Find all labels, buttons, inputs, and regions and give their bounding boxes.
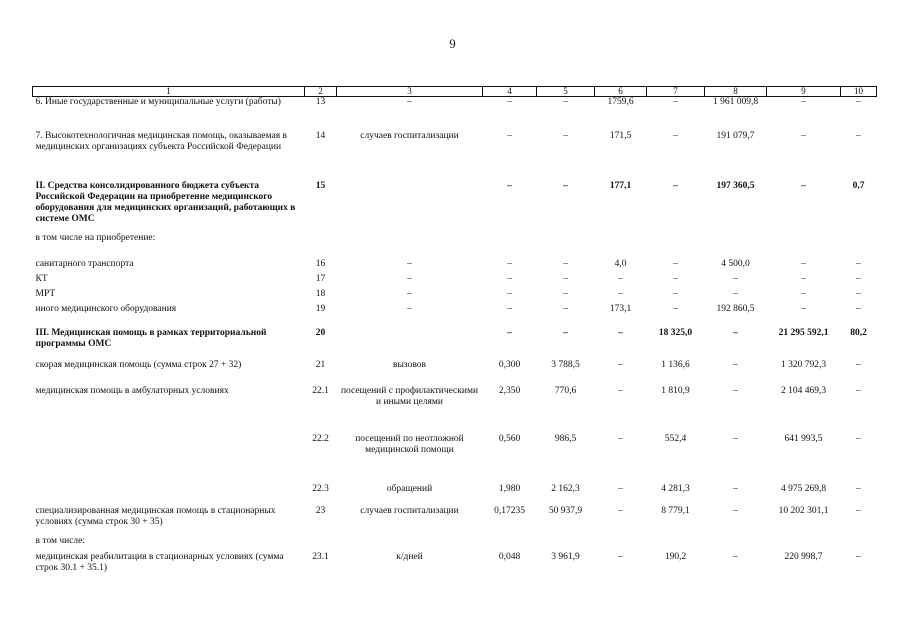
table-cell: – [673,258,678,269]
table-cell: – [618,327,623,338]
table-cell: – [618,551,623,562]
table-row [33,552,877,582]
table-cell: медицинская реабилитация в стационарных условиях (сумма строк 30.1 + 35.1) [35,551,284,573]
table-cell: – [856,483,861,494]
table-cell [841,536,877,552]
table-cell: 641 993,5 [784,433,823,444]
table-cell: – [856,273,861,284]
table-cell: – [563,327,568,338]
table-cell: – [507,130,512,141]
table-cell: 2 162,3 [551,483,580,494]
table-cell [647,536,705,552]
table-cell: – [856,97,861,107]
column-header: 5 [537,87,595,97]
table-cell [647,233,705,259]
table-cell: 23.1 [312,551,329,562]
table-row [33,289,877,304]
table-cell: – [801,288,806,299]
column-header: 6 [595,87,647,97]
table-cell: 173,1 [609,303,632,314]
table-cell: – [673,288,678,299]
table-row [33,131,877,181]
table-cell [337,233,483,259]
table-cell: 0,7 [852,180,865,191]
table-cell [705,536,767,552]
table-cell: 22.1 [312,385,329,396]
table-cell: – [733,288,738,299]
table-cell: санитарного транспорта [35,258,134,269]
table-cell: 18 [315,288,326,299]
table-cell: 7. Высокотехнологичная медицинская помощь, оказываемая в медицинских организациях субъекта Российской Федерации [35,130,287,152]
table-cell: – [856,385,861,396]
table-cell: вызовов [393,359,426,370]
table-cell: – [507,327,512,338]
table-row [33,259,877,274]
table-cell: 8 779,1 [661,505,690,516]
table-cell: – [673,130,678,141]
table-cell: 18 325,0 [658,327,693,338]
table-cell: 1 136,6 [661,359,690,370]
table-cell [33,484,305,506]
table-cell: 3 961,9 [551,551,580,562]
column-header: 4 [483,87,537,97]
table-cell: 1,980 [498,483,521,494]
table-cell: 22.2 [312,433,329,444]
table-cell: 1759,6 [607,97,634,107]
table-cell: 19 [315,303,326,314]
table-cell: – [856,303,861,314]
table-cell: в том числе на приобретение: [35,232,156,243]
table-cell: 16 [315,258,326,269]
table-row [33,484,877,506]
table-cell: – [856,433,861,444]
table-cell: – [801,130,806,141]
table-cell: – [856,359,861,370]
table-cell: в том числе: [35,535,86,546]
table-cell [537,233,595,259]
table-cell: – [801,180,806,191]
table-cell: – [801,97,806,107]
table-body [33,97,877,582]
table-cell: – [563,303,568,314]
table-cell: – [618,505,623,516]
column-header: 9 [767,87,841,97]
table-cell [537,536,595,552]
table-cell: – [733,483,738,494]
table-cell: – [507,97,512,107]
column-header: 8 [705,87,767,97]
table-cell: 770,6 [554,385,577,396]
table-cell [305,536,337,552]
table-cell [483,233,537,259]
table-cell: 0,048 [498,551,521,562]
table-row [33,386,877,434]
table-cell: 197 360,5 [716,180,755,191]
table-cell: – [801,258,806,269]
table-cell: – [856,258,861,269]
column-header: 1 [33,87,305,97]
column-header: 10 [841,87,877,97]
table-cell: 2,350 [498,385,521,396]
table-cell: 10 202 301,1 [778,505,829,516]
table-cell: – [733,327,738,338]
page-number: 9 [449,36,456,51]
table-cell [767,536,841,552]
table-cell: – [856,288,861,299]
table-cell: 17 [315,273,326,284]
table-cell: – [856,505,861,516]
table-cell: – [733,385,738,396]
table-cell: иного медицинского оборудования [35,303,177,314]
table-cell: – [507,180,512,191]
table-cell: 14 [315,130,326,141]
table-cell: – [563,258,568,269]
table-cell [305,233,337,259]
table-cell: – [507,273,512,284]
table-row [33,97,877,131]
table-cell: скорая медицинская помощь (сумма строк 27 + 32) [35,359,242,370]
table-cell: 1 810,9 [661,385,690,396]
table-cell: 177,1 [609,180,632,191]
table-cell [337,536,483,552]
table-cell: 4,0 [614,258,627,269]
table-cell [33,434,305,484]
table-cell: 13 [315,97,326,107]
column-header: 2 [305,87,337,97]
table-cell [705,233,767,259]
table-cell: 0,300 [498,359,521,370]
table-cell: 50 937,9 [548,505,583,516]
table-cell: – [563,130,568,141]
table-row [33,328,877,360]
table-cell: – [618,483,623,494]
table-cell: 6. Иные государственные и муниципальные услуги (работы) [35,97,281,107]
table-cell [337,181,483,233]
table-cell: – [407,258,412,269]
table-cell: 4 500,0 [721,258,750,269]
table-cell: обращений [386,483,433,494]
data-table [32,86,877,582]
table-cell: – [507,303,512,314]
table-cell: – [673,273,678,284]
table-cell: 0,560 [498,433,521,444]
table-row [33,274,877,289]
table-row [33,304,877,328]
table-cell: – [733,359,738,370]
table-cell: 20 [315,327,326,338]
table-cell: – [618,288,623,299]
table-cell: – [673,97,678,107]
table-cell: 80,2 [850,327,867,338]
table-cell: МРТ [35,288,56,299]
table-cell: – [563,180,568,191]
table-row [33,536,877,552]
column-header: 3 [337,87,483,97]
table-cell: – [733,505,738,516]
table-cell [767,233,841,259]
table-cell: – [407,303,412,314]
table-row [33,506,877,536]
table-cell: 2 104 469,3 [780,385,827,396]
table-cell: медицинская помощь в амбулаторных условиях [35,385,229,396]
table-cell: 23 [315,505,326,516]
table-cell: – [563,273,568,284]
table-cell: 192 860,5 [716,303,755,314]
table-cell: – [618,359,623,370]
table-cell: – [507,288,512,299]
table-row [33,434,877,484]
table-cell: 552,4 [664,433,687,444]
table-cell: 220 998,7 [784,551,823,562]
table-cell: посещений с профилактическими и иными целями [340,385,479,407]
table-cell: – [673,180,678,191]
table-cell: 4 975 269,8 [780,483,827,494]
table-cell: 15 [315,180,326,191]
table-cell: – [856,551,861,562]
table-row [33,360,877,386]
column-header: 7 [647,87,705,97]
table-cell: случаев госпитализации [360,130,459,141]
table-cell: 4 281,3 [661,483,690,494]
table-row [33,233,877,259]
table-cell: 3 788,5 [551,359,580,370]
table-cell: посещений по неотложной медицинской помощи [355,433,464,455]
table-cell [841,233,877,259]
table-cell: 0,17235 [494,505,525,516]
table-cell: – [618,385,623,396]
table-cell: к/дней [396,551,423,562]
table-cell: – [407,273,412,284]
table-cell: – [507,258,512,269]
table-cell: – [618,273,623,284]
table-cell [595,536,647,552]
table-cell: – [563,288,568,299]
table-cell [483,536,537,552]
table-cell: 191 079,7 [716,130,755,141]
table-cell: случаев госпитализации [360,505,459,516]
table-cell: – [673,303,678,314]
table-cell: – [733,551,738,562]
table-cell: – [618,433,623,444]
table-cell: 171,5 [609,130,632,141]
table-row [33,181,877,233]
table-cell: – [801,273,806,284]
table-cell: – [856,130,861,141]
table-cell: специализированная медицинская помощь в стационарных условиях (сумма строк 30 + 35) [35,505,276,527]
table-cell: – [801,303,806,314]
table-cell: III. Медицинская помощь в рамках территориальной программы ОМС [35,327,267,349]
table-cell: II. Средства консолидированного бюджета субъекта Российской Федерации на приобретение медицинского оборудования для медицинских организаций, работающих в системе ОМС [35,180,296,224]
table-cell: 1 961 009,8 [712,97,759,107]
table-header-row [33,87,877,97]
table-cell [337,328,483,360]
table-cell: – [563,97,568,107]
table-cell: – [733,273,738,284]
table-cell: 21 295 592,1 [778,327,829,338]
table-cell: 21 [315,359,326,370]
table-cell: 986,5 [554,433,577,444]
table-cell: 190,2 [664,551,687,562]
table-cell: – [733,433,738,444]
table-cell: КТ [35,273,48,284]
table-cell [595,233,647,259]
table-cell: 1 320 792,3 [780,359,827,370]
table-cell: – [407,97,412,107]
table-cell: 22.3 [312,483,329,494]
table-cell: – [407,288,412,299]
